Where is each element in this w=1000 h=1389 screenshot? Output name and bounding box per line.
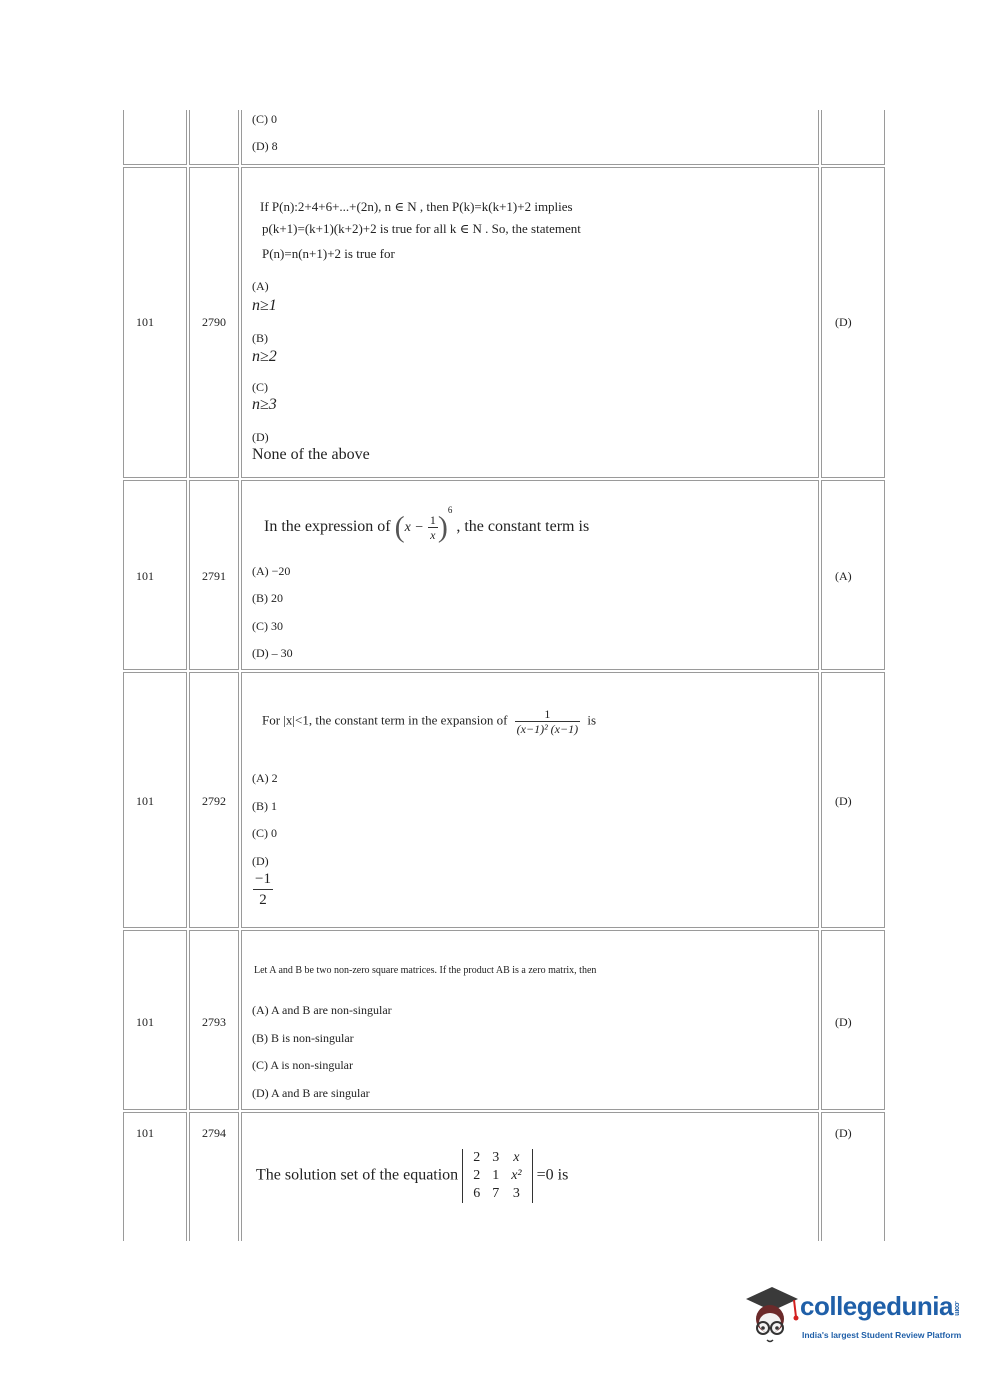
option-d-fraction: −1 2 [255,871,271,908]
question-line-1: If P(n):2+4+6+...+(2n), n ∈ N , then P(k)=k(k+1)+2 implies [260,199,573,214]
paper-code: 101 [136,1126,154,1140]
question-number: 2794 [202,1126,226,1140]
option-c: (C) 0 [252,826,277,840]
question-cell [241,930,819,1110]
question-number: 2793 [202,1015,226,1029]
option-c: (C) 30 [252,619,283,633]
option-d: (D) [252,854,269,868]
paper-code: 101 [136,1015,154,1029]
option-b-label: (B) [252,331,268,345]
option-a: (A) −20 [252,564,291,578]
collegedunia-logo [740,1283,980,1353]
paper-code: 101 [136,794,154,808]
question-number: 2792 [202,794,226,808]
table-row [123,930,885,1110]
table-row [123,1112,885,1241]
logo-tagline: India's largest Student Review Platform [802,1330,962,1340]
question-cell [241,1112,819,1241]
answer: (D) [835,794,852,808]
question-text: In the expression of (x − $\frac{1}{x}$ )$^6$ , the constant term is [264,505,590,544]
option-b: (B) B is non-singular [252,1031,354,1045]
fraction: $\frac{1}{\text{(x−1)² (x−1)}}$ [516,707,579,736]
fraction: $\frac{1}{x}$ [429,512,436,542]
determinant: 2 3 x 2 1 x² 6 7 3 [462,1149,532,1203]
question-text: For |x|<1, the constant term in the expansion of $\frac{1}{\text{(x−1)² (x−1)}}$ is [262,707,597,736]
question-cell [241,672,819,928]
option-c: (C) A is non-singular [252,1058,353,1072]
option-c-value: n≥3 [252,396,277,413]
question-cell [241,480,819,670]
option-d: (D) 8 [252,139,278,153]
question-number: 2790 [202,315,226,329]
option-d: (D) – 30 [252,646,293,660]
table-row [123,167,885,478]
question-text: Let A and B be two non-zero square matrices. If the product AB is a zero matrix, then [254,965,597,976]
option-d-value: None of the above [252,446,370,463]
option-a: (A) A and B are non-singular [252,1003,392,1017]
table-row [123,672,885,928]
answer: (A) [835,569,852,583]
option-b: (B) 1 [252,799,277,813]
question-line-2: p(k+1)=(k+1)(k+2)+2 is true for all k ∈ N . So, the statement [262,221,581,236]
option-d: (D) A and B are singular [252,1086,370,1100]
option-a: (A) 2 [252,771,278,785]
option-a-label: (A) [252,279,269,293]
table-row [123,480,885,670]
table-row [123,110,885,165]
question-line-3: P(n)=n(n+1)+2 is true for [262,246,395,261]
option-b-value: n≥2 [252,348,277,365]
question-cell [241,110,819,165]
question-text: The solution set of the equation 2 3 x 2 1 x² 6 7 3 =0 is [256,1150,569,1201]
option-c-label: (C) [252,380,268,394]
paper-code: 101 [136,315,154,329]
question-cell [241,167,819,478]
option-b: (B) 20 [252,591,283,605]
option-a-value: n≥1 [252,297,277,314]
answer: (D) [835,1015,852,1029]
option-d-label: (D) [252,430,269,444]
answer: (D) [835,1126,852,1140]
option-c: (C) 0 [252,112,277,126]
mascot-icon [740,1283,804,1347]
question-number: 2791 [202,569,226,583]
logo-wordmark: collegedunia.com [800,1291,960,1321]
answer: (D) [835,315,852,329]
paper-code: 101 [136,569,154,583]
